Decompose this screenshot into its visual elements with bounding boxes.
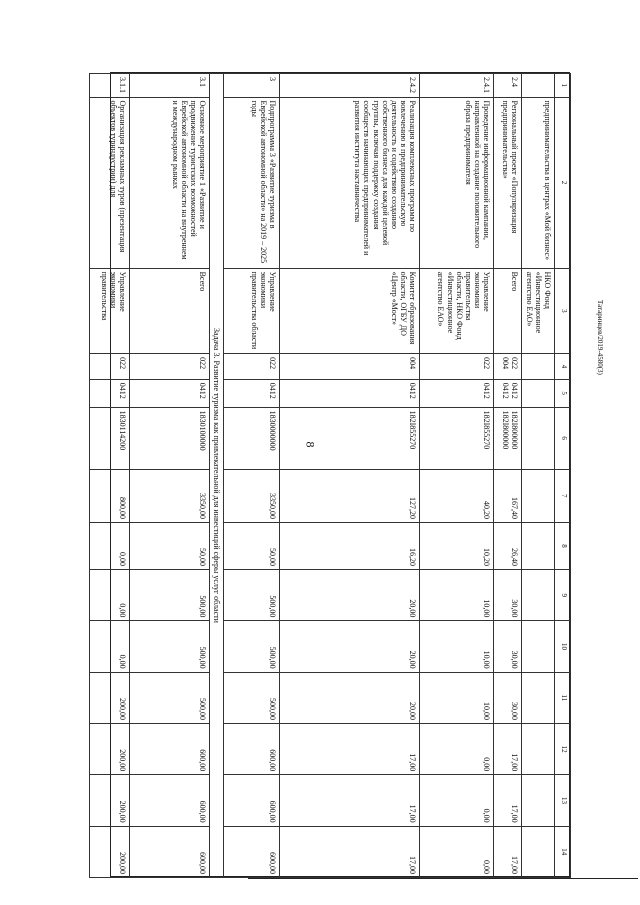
document-id: Татаринцев/2019-4580(3) [596,300,604,375]
cell-value: 17,00 [494,723,522,774]
header-cell: 6 [555,407,571,469]
header-cell: 4 [555,354,571,380]
page-number: 8 [303,441,318,448]
cell-executor: Комитет образования области, ОГБУ ДО «Центр «Мост» [280,268,420,354]
cell-value: 3350,00 [130,469,210,522]
cell-value: 0,00 [90,523,130,570]
budget-table [89,73,571,878]
cell-value: 200,00 [90,775,130,826]
cell-value: 600,00 [130,723,210,774]
cell-value: 10,00 [420,672,494,723]
cell-value: 0,00 [420,723,494,774]
cell-value: 10,20 [420,523,494,570]
cell-value: 40,20 [420,469,494,522]
cell-value: 200,00 [90,672,130,723]
table-row [420,74,494,878]
cell-value: 600,00 [130,775,210,826]
cell-executor: Управление экономики правительства области, НКО Фонд «Инвестиционное агентство ЕАО» [420,268,494,354]
cell-value: 17,00 [280,723,420,774]
cell-value: 50,00 [130,523,210,570]
cell-name: Региональный проект «Популяризация предпринимательства» [494,97,522,268]
cell-value: 30,00 [494,570,522,621]
cell-code: 0412 [130,379,210,407]
cell-value: 500,00 [130,672,210,723]
cell-value: 17,00 [494,826,522,877]
rotated-table-layer [99,73,571,878]
footer-divider [248,878,638,879]
header-cell: 2 [555,97,571,268]
cell-value: 500,00 [224,621,280,672]
cell-value: 10,00 [420,570,494,621]
cell-code: 182I855270 [420,407,494,469]
cell-value: 20,00 [280,621,420,672]
table-row [224,74,280,878]
header-cell: 9 [555,570,571,621]
cell-code: 182I855270 [280,407,420,469]
cell-executor: НКО Фонд «Инвестиционное агентство ЕАО» [522,268,555,354]
cell-code: 0412 [280,379,420,407]
cell-name: Организация рекламных туров (презентация объектов турнндустрии) для [90,97,130,268]
header-cell: 11 [555,672,571,723]
cell-value: 167,40 [494,469,522,522]
cell-value: 500,00 [224,570,280,621]
header-cell: 1 [555,74,571,98]
cell-value: 600,00 [224,826,280,877]
cell-name: предпринимательства в центрах «Мой бизнес» [522,97,555,268]
header-cell: 14 [555,826,571,877]
cell-value [522,621,555,672]
cell-name: Проведение информационной кампании, направленной на создание положительного образа предпринимателя [420,97,494,268]
cell-value: 16,20 [280,523,420,570]
task-row [210,74,224,878]
cell-number: 3.1 [130,74,210,98]
cell-number: 3 [224,74,280,98]
cell-code: 0412 [224,379,280,407]
cell-code: 004 [280,354,420,380]
cell-value: 20,00 [280,570,420,621]
cell-code: 1830100000 [130,407,210,469]
cell-executor: Всего [494,268,522,354]
cell-executor: Управление экономики правительства области [224,268,280,354]
cell-number: 2.4 [494,74,522,98]
cell-value: 0,00 [420,826,494,877]
cell-value: 0,00 [90,570,130,621]
cell-value: 17,00 [494,775,522,826]
header-row [555,74,571,878]
cell-code: 022 004 [494,354,522,380]
cell-value [522,723,555,774]
cell-value: 30,00 [494,672,522,723]
cell-code [522,354,555,380]
cell-value [522,570,555,621]
cell-code: 022 [420,354,494,380]
cell-code: 022 [224,354,280,380]
cell-number: 2.4.1 [420,74,494,98]
cell-value: 600,00 [130,826,210,877]
cell-number: 3.1.1 [90,74,130,98]
cell-code [522,407,555,469]
cell-value: 800,00 [90,469,130,522]
table-row [90,74,130,878]
cell-value: 127,20 [280,469,420,522]
cell-value: 500,00 [224,672,280,723]
cell-value: 200,00 [90,826,130,877]
cell-code: 0412 [420,379,494,407]
cell-value [522,826,555,877]
cell-code [522,379,555,407]
cell-value: 50,00 [224,523,280,570]
cell-name: Реализация комплексных программ по вовлечению в предпринимательскую деятельность и содействию созданию собственного бизнеса для каждой целевой группы, включая поддержку создания сообществ начинающих предпринимателей и развития института наставничества [280,97,420,268]
cell-value: 30,00 [494,621,522,672]
cell-value [522,523,555,570]
cell-code: 022 [130,354,210,380]
header-cell: 10 [555,621,571,672]
cell-value: 0,00 [420,775,494,826]
table-row [130,74,210,878]
header-cell: 12 [555,723,571,774]
header-cell: 8 [555,523,571,570]
cell-code: 0412 [90,379,130,407]
cell-value: 500,00 [130,570,210,621]
cell-code: 1830114200 [90,407,130,469]
cell-name: Подпрограмма 3 «Развитие туризма в Еврейской автономной области» на 2019 – 2025 годы [224,97,280,268]
cell-value: 17,00 [280,826,420,877]
header-cell: 7 [555,469,571,522]
cell-executor: Управление экономики правительства [90,268,130,354]
cell-name: Основное мероприятие 1 «Развитие и продвижение туристских возможностей Еврейской автономной области на внутреннем и международном рынках [130,97,210,268]
cell-value: 200,00 [90,723,130,774]
cell-value: 600,00 [224,723,280,774]
cell-value: 26,40 [494,523,522,570]
cell-number [522,74,555,98]
table-row [522,74,555,878]
budget-table-frame [99,72,570,877]
cell-value: 17,00 [280,775,420,826]
cell-executor: Всего [130,268,210,354]
cell-value [522,469,555,522]
cell-value: 10,00 [420,621,494,672]
cell-code: 0412 0412 [494,379,522,407]
cell-code: 182I800000 182I800000 [494,407,522,469]
cell-code: 022 [90,354,130,380]
table-row [494,74,522,878]
cell-value: 500,00 [130,621,210,672]
table-row [280,74,420,878]
header-cell: 3 [555,268,571,354]
cell-value: 20,00 [280,672,420,723]
cell-value [522,775,555,826]
cell-number: 2.4.2 [280,74,420,98]
cell-value: 3350,00 [224,469,280,522]
cell-value [522,672,555,723]
cell-value: 0,00 [90,621,130,672]
header-cell: 5 [555,379,571,407]
cell-value: 600,00 [224,775,280,826]
header-cell: 13 [555,775,571,826]
task-title: Задача 3. Развитие туризма как привлекательной для инвестиций сферы услуг области [210,74,224,878]
cell-code: 1830000000 [224,407,280,469]
